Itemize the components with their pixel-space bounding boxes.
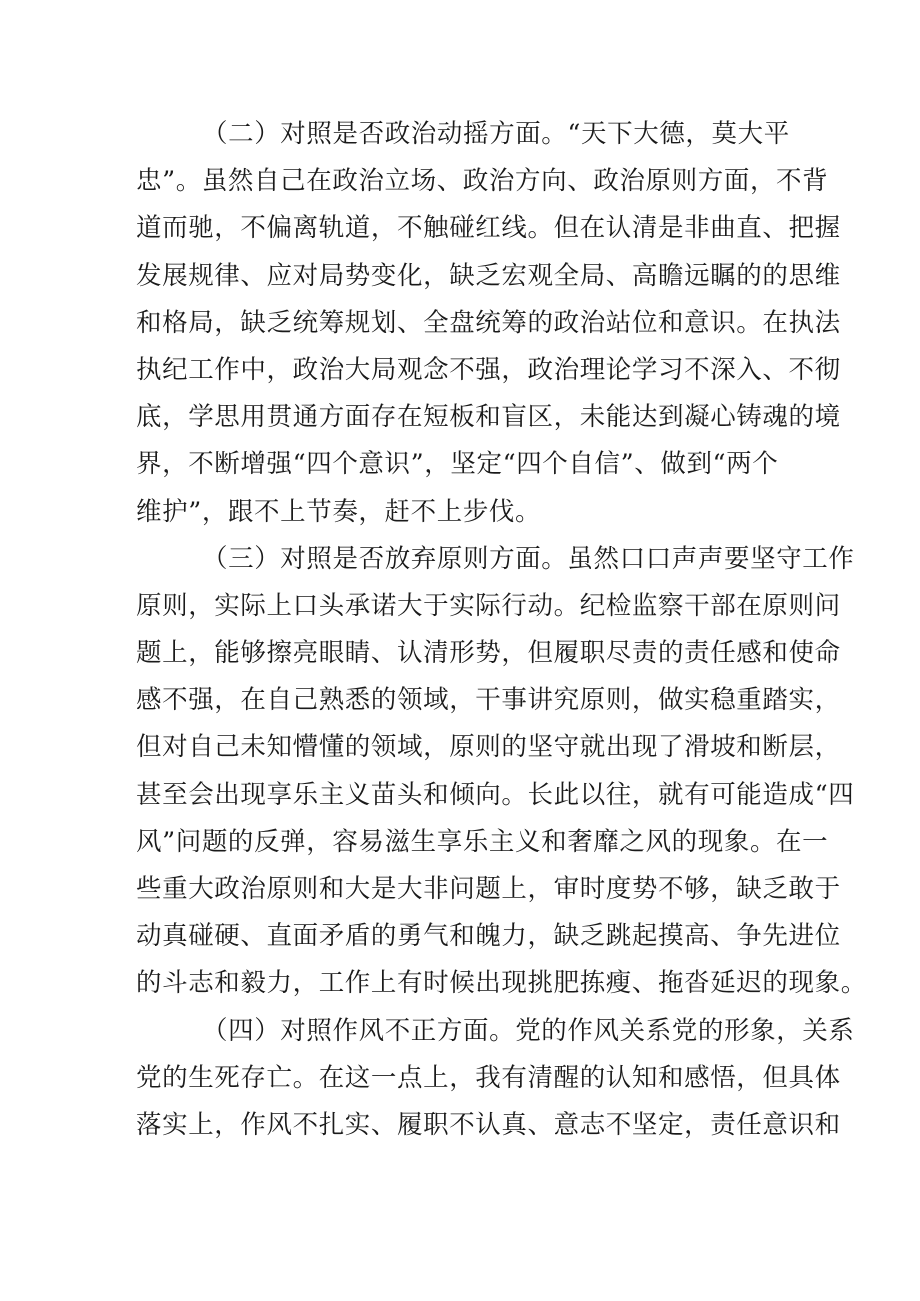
body-text: [136, 111, 867, 1149]
text-line: 甚至会出现享乐主义苗头和倾向。长此以往，就有可能造成“四: [136, 779, 855, 810]
text-line: 忠”。虽然自己在政治立场、政治方向、政治原则方面，不背: [136, 166, 829, 197]
text-line: 些重大政治原则和大是大非问题上，审时度势不够，缺乏敢于: [136, 874, 841, 904]
text-line: 维护”，跟不上节奏，赶不上步伐。: [136, 496, 542, 527]
text-line: （二）对照是否政治动摇方面。“天下大德，莫大平: [202, 119, 790, 149]
text-line: （四）对照作风不正方面。党的作风关系党的形象，关系: [202, 1015, 855, 1046]
text-line: 动真碰硬、直面矛盾的勇气和魄力，缺乏跳起摸高、争先进位: [136, 921, 841, 952]
text-line: 党的生死存亡。在这一点上，我有清醒的认知和感悟，但具体: [136, 1062, 841, 1093]
text-line: 发展规律、应对局势变化，缺乏宏观全局、高瞻远瞩的的思维: [136, 260, 841, 291]
text-line: 的斗志和毅力，工作上有时候出现挑肥拣瘦、拖沓延迟的现象。: [136, 968, 867, 999]
text-line: 底，学思用贯通方面存在短板和盲区，未能达到凝心铸魂的境: [136, 402, 841, 433]
text-line: 但对自己未知懵懂的领域，原则的坚守就出现了滑坡和断层，: [136, 732, 841, 763]
text-line: 感不强，在自己熟悉的领域，干事讲究原则，做实稳重踏实，: [136, 685, 841, 716]
text-line: 原则，实际上口头承诺大于实际行动。纪检监察干部在原则问: [136, 590, 841, 621]
text-line: 和格局，缺乏统筹规划、全盘统筹的政治站位和意识。在执法: [136, 307, 841, 338]
text-line: 题上，能够擦亮眼睛、认清形势，但履职尽责的责任感和使命: [136, 638, 841, 669]
text-line: 界，不断增强“四个意识”，坚定“四个自信”、做到“两个: [136, 449, 779, 480]
text-line: 落实上，作风不扎实、履职不认真、意志不坚定，责任意识和: [136, 1109, 841, 1140]
text-line: 风”问题的反弹，容易滋生享乐主义和奢靡之风的现象。在一: [136, 826, 829, 857]
text-line: 道而驰，不偏离轨道，不触碰红线。但在认清是非曲直、把握: [136, 213, 841, 244]
text-line: （三）对照是否放弃原则方面。虽然口口声声要坚守工作: [202, 543, 855, 574]
text-line: 执纪工作中，政治大局观念不强，政治理论学习不深入、不彻: [136, 354, 841, 385]
